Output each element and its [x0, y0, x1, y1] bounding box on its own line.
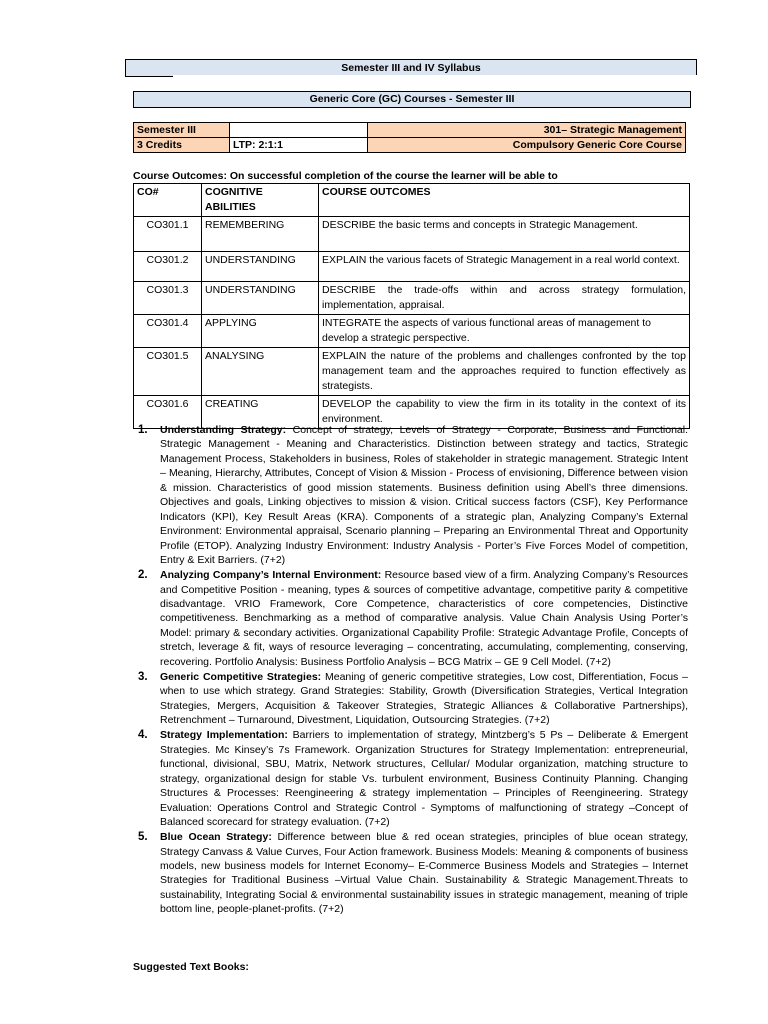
- course-outcome: DEVELOP the capability to view the firm in its totality in the context of its environment.: [319, 396, 690, 429]
- unit-number: 5.: [138, 831, 148, 844]
- generic-core-header-text: Generic Core (GC) Courses - Semester III: [309, 93, 515, 105]
- co-id: CO301.3: [134, 282, 202, 315]
- course-info-table: [133, 122, 686, 153]
- course-info-row: [134, 123, 686, 138]
- course-info-row: [134, 138, 686, 153]
- list-item: [136, 568, 688, 669]
- column-header: COURSE OUTCOMES: [319, 184, 690, 217]
- unit-number: 3.: [138, 670, 148, 683]
- credits-cell: 3 Credits: [134, 138, 230, 153]
- syllabus-header-text: Semester III and IV Syllabus: [341, 62, 481, 74]
- empty-cell: [230, 123, 368, 138]
- co-id: CO301.4: [134, 315, 202, 348]
- list-item: [136, 830, 688, 917]
- course-outcome: EXPLAIN the various facets of Strategic Management in a real world context.: [319, 252, 690, 282]
- course-type-cell: Compulsory Generic Core Course: [368, 138, 686, 153]
- syllabus-units-list: [136, 423, 688, 917]
- list-item: [136, 670, 688, 728]
- unit-number: 4.: [138, 729, 148, 742]
- table-row: [134, 348, 690, 396]
- outcomes-header-row: [134, 184, 690, 217]
- unit-title: Strategy Implementation:: [160, 729, 288, 742]
- column-header: COGNITIVE ABILITIES: [202, 184, 319, 217]
- generic-core-header: [133, 91, 691, 108]
- header-underline-gap: [173, 75, 698, 77]
- cognitive-ability: APPLYING: [202, 315, 319, 348]
- ltp-cell: LTP: 2:1:1: [230, 138, 368, 153]
- unit-title: Understanding Strategy:: [160, 424, 287, 436]
- table-row: [134, 217, 690, 252]
- table-row: [134, 315, 690, 348]
- unit-number: 1.: [138, 424, 148, 436]
- course-outcomes-table: [133, 183, 690, 429]
- course-outcome: INTEGRATE the aspects of various functional areas of management to develop a strategic perspective.: [319, 315, 690, 348]
- co-id: CO301.5: [134, 348, 202, 396]
- suggested-books-heading: Suggested Text Books:: [133, 961, 249, 973]
- co-id: CO301.1: [134, 217, 202, 252]
- table-row: [134, 282, 690, 315]
- list-item: [136, 728, 688, 829]
- unit-text: Meaning of generic competitive strategies, Low cost, Differentiation, Focus – when to use which strategy. Grand Strategies: Stability, Growth (Diversification Strategies, Vertical Integration Strategies, Mergers, Acquisition & Takeover Strategies, Strategic Alliances & Collaborative Partnerships), Retrenchment – Turnaround, Divestment, Liquidation, Outsourcing Strategies. (7+2): [160, 670, 688, 727]
- cognitive-ability: ANALYSING: [202, 348, 319, 396]
- course-outcome: EXPLAIN the nature of the problems and challenges confronted by the top management team and the approaches required to function effectively as strategists.: [319, 348, 690, 396]
- unit-number: 2.: [138, 569, 148, 582]
- unit-title: Blue Ocean Strategy:: [160, 831, 272, 844]
- unit-text: Concept of strategy, Levels of Strategy - Corporate, Business and Functional. Strategic Management - Meaning and Characteristics. Distinction between strategy and tactics, Strategic Management Process, Stakeholders in business, Roles of stakeholder in strategic management. Strategic Intent – Meaning, Hierarchy, Attributes, Concept of Vision & Mission - Process of envisioning, Difference between vision & mission. Characteristics of good mission statements. Business definition using Abell’s three dimensions. Objectives and goals, Linking objectives to mission & vision. Critical success factors (CSF), Key Performance Indicators (KPI), Key Result Areas (KRA). Components of a strategic plan, Analyzing Company’s External Environment: Environmental appraisal, Scenario planning – Preparing an Environmental Threat and Opportunity Profile (ETOP). Analyzing Industry Environment: Industry Analysis - Porter’s Five Forces Model of competition, Entry & Exit Barriers. (7+2): [160, 424, 689, 567]
- list-item: [136, 423, 688, 568]
- unit-text: Difference between blue & red ocean strategies, principles of blue ocean strategy, Strategy Canvass & Value Curves, Four Action framework. Business Models: Meaning & components of business models, new business models for Internet Economy– E-Commerce Business Models and Strategies – Internet Strategies for Traditional Business –Virtual Value Chain. Sustainability & Strategic Management.Threats to sustainability, Integrating Social & environmental sustainability issues in strategic management, meaning of triple bottom line, people-planet-profits. (7+2): [160, 831, 689, 916]
- course-outcomes-intro: Course Outcomes: On successful completion of the course the learner will be able to: [133, 170, 558, 182]
- table-row: [134, 252, 690, 282]
- co-id: CO301.2: [134, 252, 202, 282]
- semester-cell: Semester III: [134, 123, 230, 138]
- co-id: CO301.6: [134, 396, 202, 429]
- unit-text: Barriers to implementation of strategy, Mintzberg’s 5 Ps – Deliberate & Emergent Strategies. Mc Kinsey’s 7s Framework. Organization Structures for Strategy Implementation: entrepreneurial, functional, divisional, SBU, Matrix, Network structures, Cellular/ Modular organization, matching structure to strategy, organizational design for stable Vs. turbulent environment, Business Continuity Planning. Changing Structures & Processes: Reengineering & strategy implementation – Principles of Reengineering. Strategy Evaluation: Operations Control and Strategic Control - Symptoms of malfunctioning of strategy –Concept of Balanced scorecard for strategy evaluation. (7+2): [160, 729, 688, 829]
- course-outcome: DESCRIBE the trade-offs within and across strategy formulation, implementation, appraisal.: [319, 282, 690, 315]
- course-outcome: DESCRIBE the basic terms and concepts in Strategic Management.: [319, 217, 690, 252]
- unit-text: Resource based view of a firm. Analyzing Company’s Resources and Competitive Position - meaning, types & sources of competitive advantage, competitive parity & competitive disadvantage. VRIO Framework, Core Competence, characteristics of core competencies, Distinctive competitiveness. Benchmarking as a method of comparative analysis. Value Chain Analysis Using Porter’s Model: primary & secondary activities. Organizational Capability Profile: Strategic Advantage Profile, Concepts of stretch, leverage & fit, ways of resource leveraging – concentrating, accumulating, complementing, conserving, recovering. Portfolio Analysis: Business Portfolio Analysis – BCG Matrix – GE 9 Cell Model. (7+2): [160, 569, 688, 668]
- unit-title: Generic Competitive Strategies:: [160, 670, 322, 683]
- cognitive-ability: CREATING: [202, 396, 319, 429]
- course-title-cell: 301– Strategic Management: [368, 123, 686, 138]
- cognitive-ability: UNDERSTANDING: [202, 252, 319, 282]
- syllabus-header: [125, 59, 697, 77]
- column-header: CO#: [134, 184, 202, 217]
- cognitive-ability: REMEMBERING: [202, 217, 319, 252]
- unit-title: Analyzing Company’s Internal Environment:: [160, 569, 382, 582]
- cognitive-ability: UNDERSTANDING: [202, 282, 319, 315]
